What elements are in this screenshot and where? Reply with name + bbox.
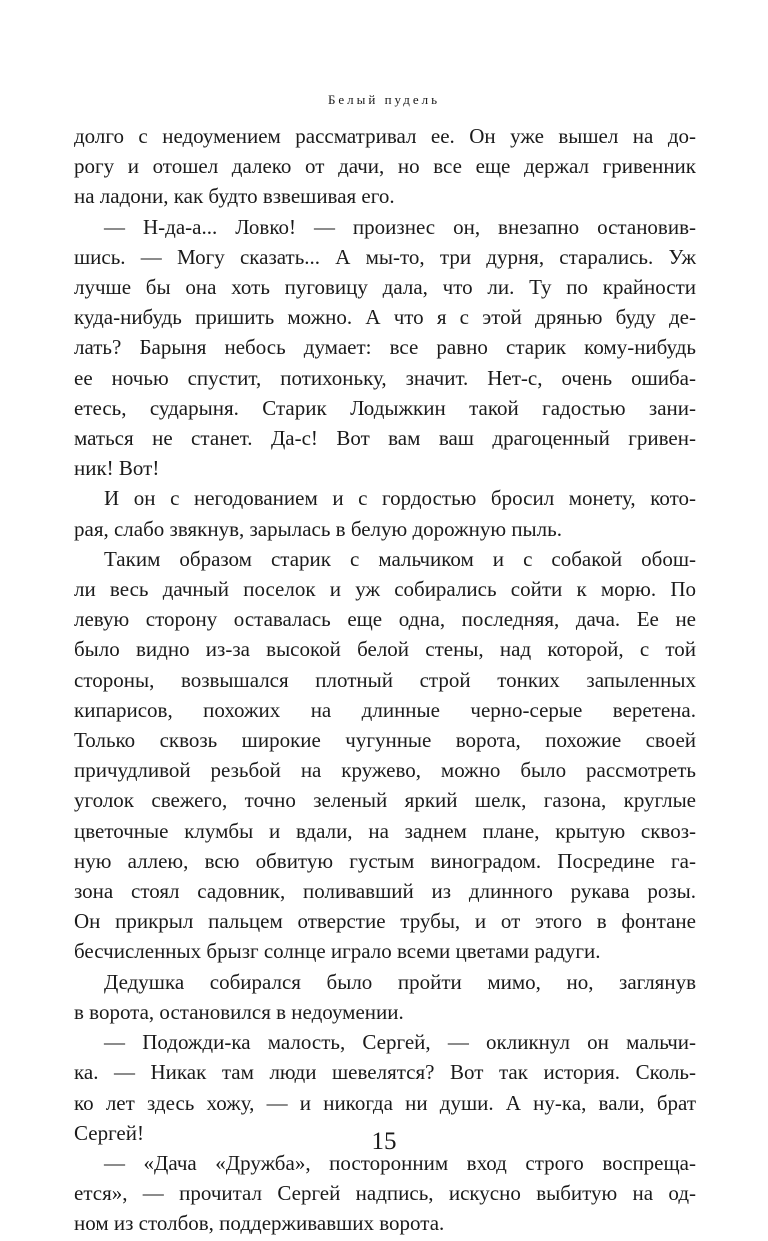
text-line: ее ночью спустит, потихоньку, значит. Нет-с, очень ошиба- — [74, 365, 696, 390]
text-line: Только сквозь широкие чугунные ворота, похожие своей — [74, 728, 696, 753]
text-line: Дедушка собирался было пройти мимо, но, заглянув — [104, 969, 696, 994]
text-line: в ворота, остановился в недоумении. — [74, 999, 404, 1024]
text-line: ка. — Никак там люди шевелятся? Вот так история. Сколь- — [74, 1060, 696, 1085]
text-line: — «Дача «Дружба», посторонним вход строго воспреща- — [104, 1150, 696, 1175]
text-line: уголок свежего, точно зеленый яркий шелк, газона, круглые — [74, 788, 696, 813]
text-line: ли весь дачный поселок и уж собирались сойти к морю. По — [74, 577, 696, 602]
text-line: рогу и отошел далеко от дачи, но все еще держал гривенник — [74, 154, 696, 179]
running-head: Белый пудель — [327, 92, 441, 107]
text-line: Таким образом старик с мальчиком и с собакой обош- — [104, 546, 696, 571]
text-line: цветочные клумбы и вдали, на заднем плане, крытую сквоз- — [74, 818, 696, 843]
text-line: ную аллею, всю обвитую густым виноградом. Посредине га- — [74, 848, 696, 873]
text-line: долго с недоумением рассматривал ее. Он уже вышел на до- — [74, 124, 696, 148]
text-line: — Подожди-ка малость, Сергей, — окликнул он мальчи- — [104, 1030, 696, 1055]
text-line: лучше бы она хоть пуговицу дала, что ли. Ту по крайности — [74, 275, 696, 300]
text-line: было видно из-за высокой белой стены, над которой, с той — [74, 637, 696, 662]
text-line: на ладони, как будто взвешивая его. — [74, 184, 395, 209]
text-line: стороны, возвышался плотный строй тонких запыленных — [74, 667, 696, 692]
text-line: ник! Вот! — [74, 456, 160, 481]
body-text — [74, 121, 696, 1239]
text-line: кипарисов, похожих на длинные черно-серые веретена. — [74, 697, 696, 722]
text-line: левую сторону оставалась еще одна, последняя, дача. Ее не — [74, 607, 696, 632]
text-line: И он с негодованием и с гордостью бросил монету, кото- — [104, 486, 696, 511]
text-line: лать? Барыня небось думает: все равно старик кому-нибудь — [74, 335, 696, 360]
text-line: ется», — прочитал Сергей надпись, искусно выбитую на од- — [74, 1181, 696, 1206]
text-line: Сергей! — [74, 1120, 144, 1145]
text-line: — Н-да-а... Ловко! — произнес он, внезапно остановив- — [104, 214, 696, 239]
text-line: зона стоял садовник, поливавший из длинного рукава розы. — [74, 879, 696, 904]
text-line: маться не станет. Да-с! Вот вам ваш драгоценный гривен- — [74, 426, 696, 451]
text-line: ном из столбов, поддерживавших ворота. — [74, 1211, 445, 1236]
text-line: Он прикрыл пальцем отверстие трубы, и от этого в фонтане — [74, 909, 696, 934]
page-number: 15 — [371, 1128, 397, 1155]
text-line: ко лет здесь хожу, — и никогда ни души. А ну-ка, вали, брат — [74, 1090, 696, 1115]
text-line: куда-нибудь пришить можно. А что я с этой дрянью буду де- — [74, 305, 696, 330]
text-line: шись. — Могу сказать... А мы-то, три дурня, старались. Уж — [74, 244, 696, 269]
text-line: етесь, сударыня. Старик Лодыжкин такой гадостью зани- — [74, 395, 696, 420]
text-line: рая, слабо звякнув, зарылась в белую дорожную пыль. — [74, 516, 562, 541]
text-line: бесчисленных брызг солнце играло всеми цветами радуги. — [74, 939, 601, 964]
text-line: причудливой резьбой на кружево, можно было рассмотреть — [74, 758, 696, 783]
